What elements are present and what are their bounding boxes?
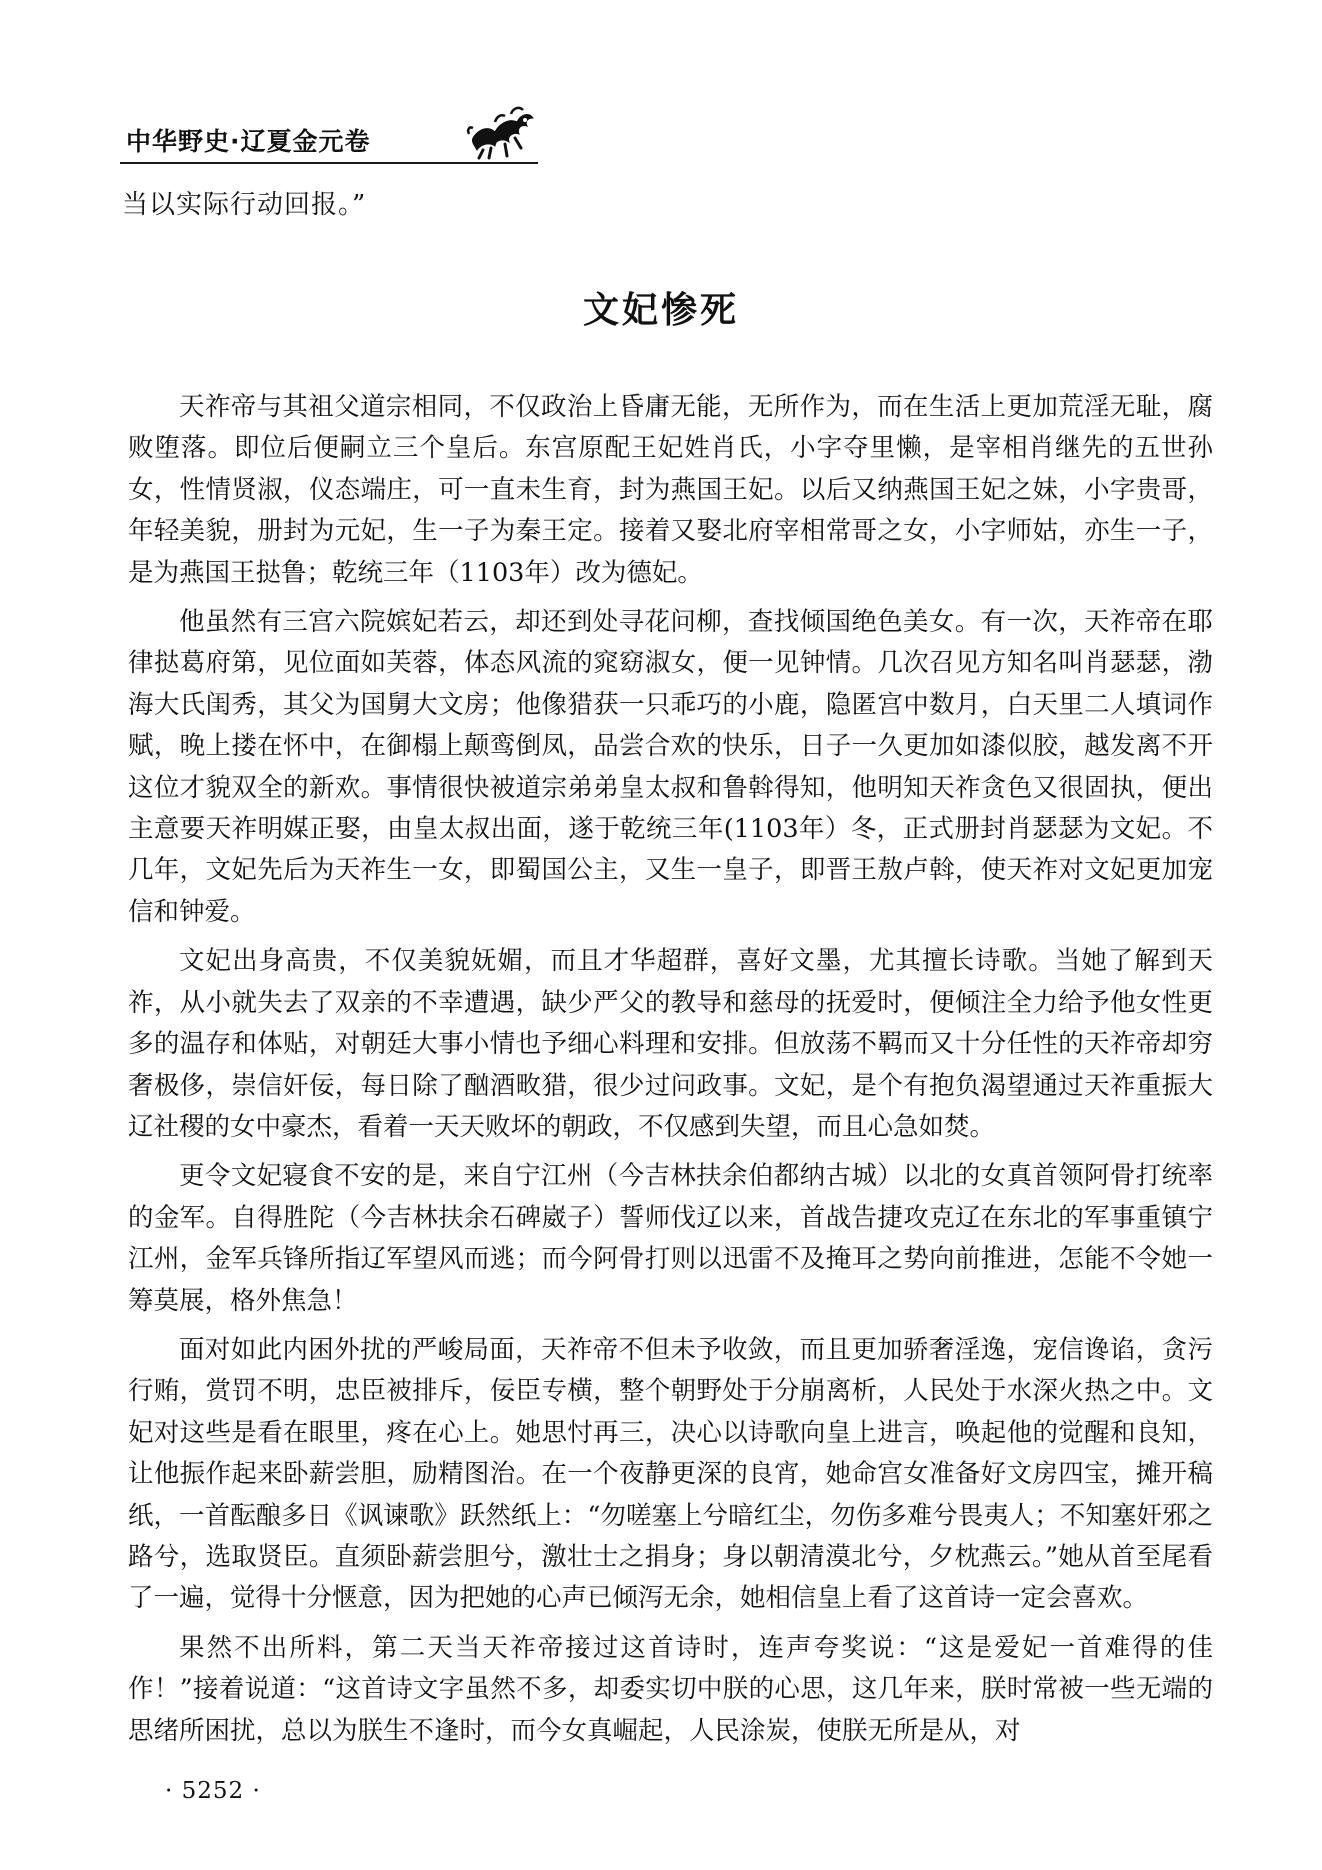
running-title: 中华野史·辽夏金元卷 [126,127,371,156]
paragraph: 面对如此内困外扰的严峻局面，天祚帝不但未予收敛，而且更加骄奢淫逸，宠信谗谄，贪污行贿，赏罚不明，忠臣被排斥，佞臣专横，整个朝野处于分崩离析，人民处于水深火热之中。文妃对这些是看在眼里，疼在心上。她思忖再三，决心以诗歌向皇上进言，唤起他的觉醒和良知，让他振作起来卧薪尝胆，励精图治。在一个夜静更深的良宵，她命宫女准备好文房四宝，摊开稿纸，一首酝酿多日《讽谏歌》跃然纸上：“勿嗟塞上兮暗红尘，勿伤多难兮畏夷人；不知塞奸邪之路兮，选取贤臣。直须卧薪尝胆兮，激壮士之捐身；身以朝清漠北兮，夕枕燕云。”她从首至尾看了一遍，觉得十分惬意，因为把她的心声已倾泻无余，她相信皇上看了这首诗一定会喜欢。 [128,1334,1213,1614]
running-header [120,112,540,162]
paragraph: 文妃出身高贵，不仅美貌妩媚，而且才华超群，喜好文墨，尤其擅长诗歌。当她了解到天祚，从小就失去了双亲的不幸遭遇，缺少严父的教导和慈母的抚爱时，便倾注全力给予他女性更多的温存和体贴，对朝廷大事小情也予细心料理和安排。但放荡不羁而又十分任性的天祚帝却穷奢极侈，崇信奸佞，每日除了酗酒畋猎，很少过问政事。文妃，是个有抱负渴望通过天祚重振大辽社稷的女中豪杰，看着一天天败坏的朝政，不仅感到失望，而且心急如焚。 [128,946,1213,1142]
chapter-title: 文妃惨死 [582,290,739,331]
paragraph: 他虽然有三宫六院嫔妃若云，却还到处寻花问柳，查找倾国绝色美女。有一次，天祚帝在耶律挞葛府第，见位面如芙蓉，体态风流的窕窈淑女，便一见钟情。几次召见方知名叫肖瑟瑟，渤海大氏闺秀，其父为国舅大文房；他像猎获一只乖巧的小鹿，隐匿宫中数月，白天里二人填词作赋，晚上搂在怀中，在御榻上颠鸾倒凤，品尝合欢的快乐，日子一久更加如漆似胶，越发离不开这位才貌双全的新欢。事情很快被道宗弟弟皇太叔和鲁斡得知，他明知天祚贪色又很固执，便出主意要天祚明媒正娶，由皇太叔出面，遂于乾统三年(1103年）冬，正式册封肖瑟瑟为文妃。不几年，文妃先后为天祚生一女，即蜀国公主，又生一皇子，即晋王敖卢斡，使天祚对文妃更加宠信和钟爱。 [128,607,1213,927]
dragon-ornament-icon [465,102,537,160]
carryover-text: 当以实际行动回报。” [122,190,367,220]
paragraph: 果然不出所料，第二天当天祚帝接过这首诗时，连声夸奖说：“这是爱妃一首难得的佳作！”接着说道：“这首诗文字虽然不多，却委实切中朕的心思，这几年来，朕时常被一些无端的思绪所困扰，总以为朕生不逢时，而今女真崛起，人民涂炭，使朕无所是从，对 [128,1632,1213,1746]
header-divider [120,162,538,164]
article-body [128,387,1213,1760]
paragraph: 天祚帝与其祖父道宗相同，不仅政治上昏庸无能，无所作为，而在生活上更加荒淫无耻，腐败堕落。即位后便嗣立三个皇后。东宫原配王妃姓肖氏，小字夺里懒，是宰相肖继先的五世孙女，性情贤淑，仪态端庄，可一直未生育，封为燕国王妃。以后又纳燕国王妃之妹，小字贵哥，年轻美貌，册封为元妃，生一子为秦王定。接着又娶北府宰相常哥之女，小字师姑，亦生一子，是为燕国王挞鲁；乾统三年（1103年）改为德妃。 [128,392,1213,588]
page-number: · 5252 · [165,1778,261,1804]
paragraph: 更令文妃寝食不安的是，来自宁江州（今吉林扶余伯都纳古城）以北的女真首领阿骨打统率的金军。自得胜陀（今吉林扶余石碑崴子）誓师伐辽以来，首战告捷攻克辽在东北的军事重镇宁江州，金军兵锋所指辽军望风而逃；而今阿骨打则以迅雷不及掩耳之势向前推进，怎能不令她一筹莫展，格外焦急！ [128,1161,1213,1316]
